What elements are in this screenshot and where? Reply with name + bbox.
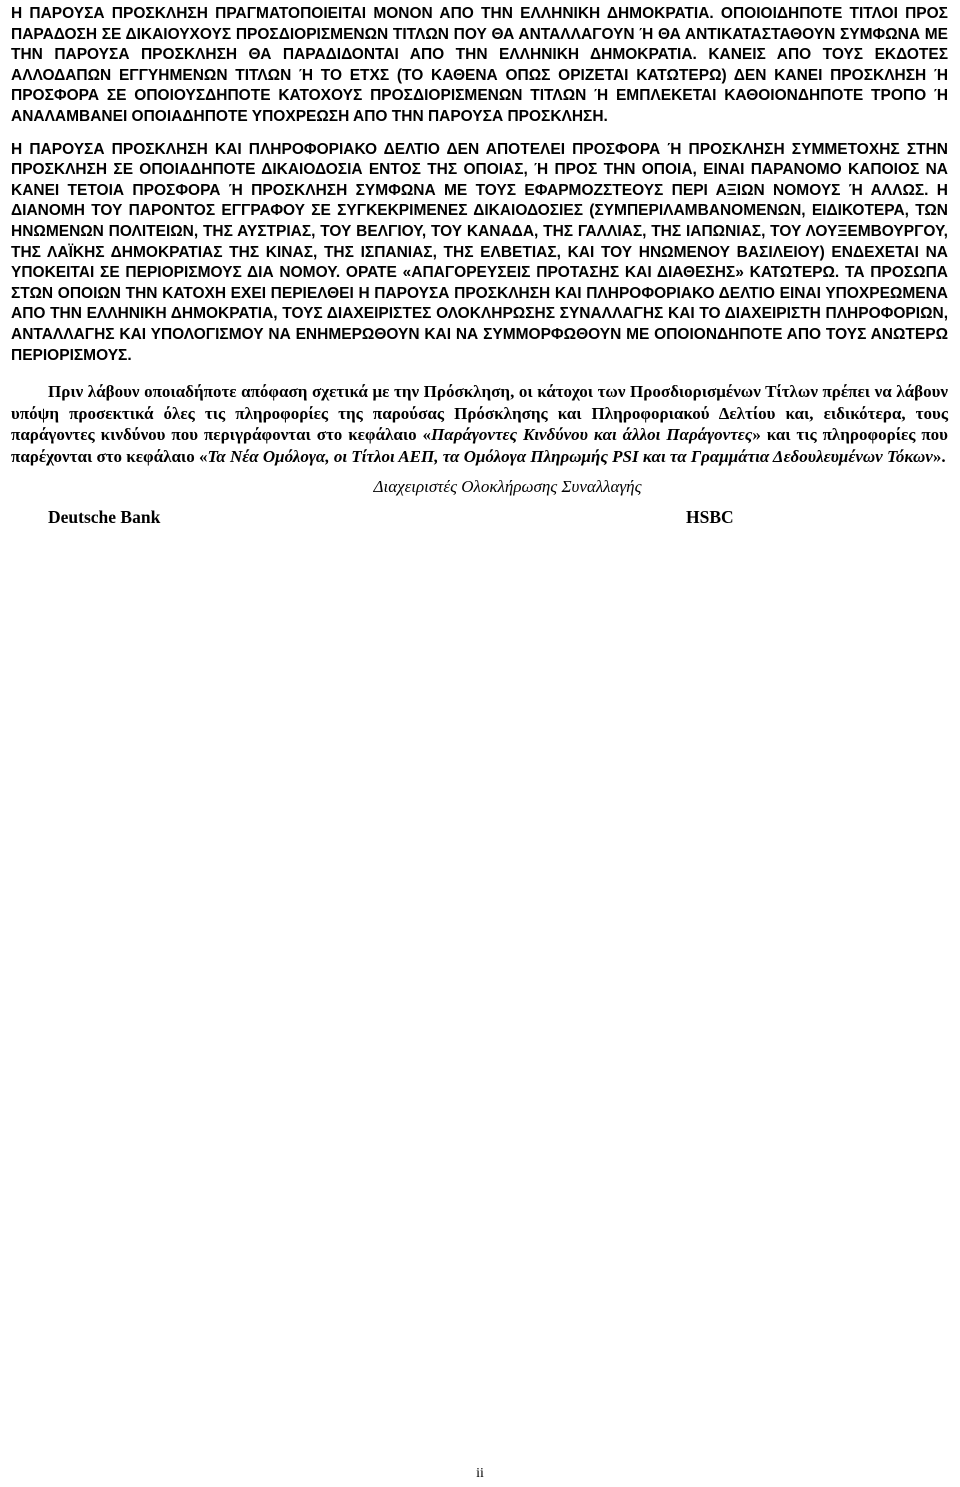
manager-deutsche-bank: Deutsche Bank bbox=[48, 507, 161, 528]
page-number: ii bbox=[476, 1466, 484, 1481]
risk-text-3: ». bbox=[932, 446, 946, 466]
manager-hsbc: HSBC bbox=[686, 507, 734, 528]
risk-text-1: Πριν λάβουν οποιαδήποτε απόφαση σχετικά με την Πρόσκληση, οι κάτοχοι των Προσδιορισμένων Τίτλων πρέπει να λάβουν υπόψη προσεκτικά όλες τις πληροφορίες της παρούσας Πρόσκλησης και Πληροφοριακού Δελτίου και, ειδικότερα, τους παράγοντες κινδύνου που περιγράφονται στο κεφάλαιο « bbox=[11, 382, 948, 445]
disclaimer-paragraph-1: Η ΠΑΡΟΥΣΑ ΠΡΟΣΚΛΗΣΗ ΠΡΑΓΜΑΤΟΠΟΙΕΙΤΑΙ ΜΟΝΟΝ ΑΠΟ ΤΗΝ ΕΛΛΗΝΙΚΗ ΔΗΜΟΚΡΑΤΙΑ. ΟΠΟΙΟΙΔΗΠΟΤΕ ΤΙΤΛΟΙ ΠΡΟΣ ΠΑΡΑΔΟΣΗ ΣΕ ΔΙΚΑΙΟΥΧΟΥΣ ΠΡΟΣΔΙΟΡΙΣΜΕΝΩΝ ΤΙΤΛΩΝ ΠΟΥ ΘΑ ΑΝΤΑΛΛΑΓΟΥΝ Ή ΘΑ ΑΝΤΙΚΑΤΑΣΤΑΘΟΥΝ ΣΥΜΦΩΝΑ ΜΕ ΤΗΝ ΠΑΡΟΥΣΑ ΠΡΟΣΚΛΗΣΗ ΘΑ ΠΑΡΑΔΙΔΟΝΤΑΙ ΑΠΟ ΤΗΝ ΕΛΛΗΝΙΚΗ ΔΗΜΟΚΡΑΤΙΑ. ΚΑΝΕΙΣ ΑΠΟ ΤΟΥΣ ΕΚΔΟΤΕΣ ΑΛΛΟΔΑΠΩΝ ΕΓΓΥΗΜΕΝΩΝ ΤΙΤΛΩΝ Ή ΤΟ ΕΤΧΣ (ΤΟ ΚΑΘΕΝΑ ΟΠΩΣ ΟΡΙΖΕΤΑΙ ΚΑΤΩΤΕΡΩ) ΔΕΝ ΚΑΝΕΙ ΠΡΟΣΚΛΗΣΗ Ή ΠΡΟΣΦΟΡΑ ΣΕ ΟΠΟΙΟΥΣΔΗΠΟΤΕ ΚΑΤΟΧΟΥΣ ΠΡΟΣΔΙΟΡΙΣΜΕΝΩΝ ΤΙΤΛΩΝ Ή ΕΜΠΛΕΚΕΤΑΙ ΚΑΘΟΙΟΝΔΗΠΟΤΕ ΤΡΟΠΟ Ή ΑΝΑΛΑΜΒΑΝΕΙ ΟΠΟΙΑΔΗΠΟΤΕ ΥΠΟΧΡΕΩΣΗ ΑΠΟ ΤΗΝ ΠΑΡΟΥΣΑ ΠΡΟΣΚΛΗΣΗ. bbox=[11, 5, 948, 125]
risk-factors-paragraph bbox=[11, 381, 948, 467]
managers-row bbox=[11, 507, 948, 537]
risk-text-2: » και τις πληροφορίες που παρέχονται στο κεφάλαιο « bbox=[11, 425, 948, 466]
risk-chapter-title: Παράγοντες Κινδύνου και άλλοι Παράγοντες bbox=[431, 425, 753, 445]
managers-title: Διαχειριστές Ολοκλήρωσης Συναλλαγής bbox=[373, 477, 642, 497]
document-page bbox=[11, 4, 948, 537]
disclaimer-paragraph-2: Η ΠΑΡΟΥΣΑ ΠΡΟΣΚΛΗΣΗ ΚΑΙ ΠΛΗΡΟΦΟΡΙΑΚΟ ΔΕΛΤΙΟ ΔΕΝ ΑΠΟΤΕΛΕΙ ΠΡΟΣΦΟΡΑ Ή ΠΡΟΣΚΛΗΣΗ ΣΥΜΜΕΤΟΧΗΣ ΣΤΗΝ ΠΡΟΣΚΛΗΣΗ ΣΕ ΟΠΟΙΑΔΗΠΟΤΕ ΔΙΚΑΙΟΔΟΣΙΑ ΕΝΤΟΣ ΤΗΣ ΟΠΟΙΑΣ, Ή ΠΡΟΣ ΤΗΝ ΟΠΟΙΑ, ΕΙΝΑΙ ΠΑΡΑΝΟΜΟ ΚΑΠΟΙΟΣ ΝΑ ΚΑΝΕΙ ΤΕΤΟΙΑ ΠΡΟΣΦΟΡΑ Ή ΠΡΟΣΚΛΗΣΗ ΣΥΜΦΩΝΑ ΜΕ ΤΟΥΣ ΕΦΑΡΜΟΖΣΤΕΟΥΣ ΠΕΡΙ ΑΞΙΩΝ ΝΟΜΟΥΣ Ή ΑΛΛΩΣ. Η ΔΙΑΝΟΜΗ ΤΟΥ ΠΑΡΟΝΤΟΣ ΕΓΓΡΑΦΟΥ ΣΕ ΣΥΓΚΕΚΡΙΜΕΝΕΣ ΔΙΚΑΙΟΔΟΣΙΕΣ (ΣΥΜΠΕΡΙΛΑΜΒΑΝΟΜΕΝΩΝ, ΕΙΔΙΚΟΤΕΡΑ, ΤΩΝ ΗΝΩΜΕΝΩΝ ΠΟΛΙΤΕΙΩΝ, ΤΗΣ ΑΥΣΤΡΙΑΣ, ΤΟΥ ΒΕΛΓΙΟΥ, ΤΟΥ ΚΑΝΑΔΑ, ΤΗΣ ΓΑΛΛΙΑΣ, ΤΗΣ ΙΑΠΩΝΙΑΣ, ΤΟΥ ΛΟΥΞΕΜΒΟΥΡΓΟΥ, ΤΗΣ ΛΑΪΚΗΣ ΔΗΜΟΚΡΑΤΙΑΣ ΤΗΣ ΚΙΝΑΣ, ΤΗΣ ΙΣΠΑΝΙΑΣ, ΤΗΣ ΕΛΒΕΤΙΑΣ, ΚΑΙ ΤΟΥ ΗΝΩΜΕΝΟΥ ΒΑΣΙΛΕΙΟΥ) ΕΝΔΕΧΕΤΑΙ ΝΑ ΥΠΟΚΕΙΤΑΙ ΣΕ ΠΕΡΙΟΡΙΣΜΟΥΣ ΔΙΑ ΝΟΜΟΥ. ΟΡΑΤΕ «ΑΠΑΓΟΡΕΥΣΕΙΣ ΠΡΟΤΑΣΗΣ ΚΑΙ ΔΙΑΘΕΣΗΣ» ΚΑΤΩΤΕΡΩ. ΤΑ ΠΡΟΣΩΠΑ ΣΤΩΝ ΟΠΟΙΩΝ ΤΗΝ ΚΑΤΟΧΗ ΕΧΕΙ ΠΕΡΙΕΛΘΕΙ Η ΠΑΡΟΥΣΑ ΠΡΟΣΚΛΗΣΗ ΚΑΙ ΠΛΗΡΟΦΟΡΙΑΚΟ ΔΕΛΤΙΟ ΕΙΝΑΙ ΥΠΟΧΡΕΩΜΕΝΑ ΑΠΟ ΤΗΝ ΕΛΛΗΝΙΚΗ ΔΗΜΟΚΡΑΤΙΑ, ΤΟΥΣ ΔΙΑΧΕΙΡΙΣΤΕΣ ΟΛΟΚΛΗΡΩΣΗΣ ΣΥΝΑΛΛΑΓΗΣ ΚΑΙ ΤΟ ΔΙΑΧΕΙΡΙΣΤΗ ΠΛΗΡΟΦΟΡΙΩΝ, ΑΝΤΑΛΛΑΓΗΣ ΚΑΙ ΥΠΟΛΟΓΙΣΜΟΥ ΝΑ ΕΝΗΜΕΡΩΘΟΥΝ ΚΑΙ ΝΑ ΣΥΜΜΟΡΦΩΘΟΥΝ ΜΕ ΟΠΟΙΟΝΔΗΠΟΤΕ ΑΠΟ ΤΟΥΣ ΑΝΩΤΕΡΩ ΠΕΡΙΟΡΙΣΜΟΥΣ. bbox=[11, 140, 948, 364]
bonds-chapter-title: Τα Νέα Ομόλογα, οι Τίτλοι ΑΕΠ, τα Ομόλογα Πληρωμής PSI και τα Γραμμάτια Δεδουλευμένων Τόκων bbox=[207, 446, 933, 466]
